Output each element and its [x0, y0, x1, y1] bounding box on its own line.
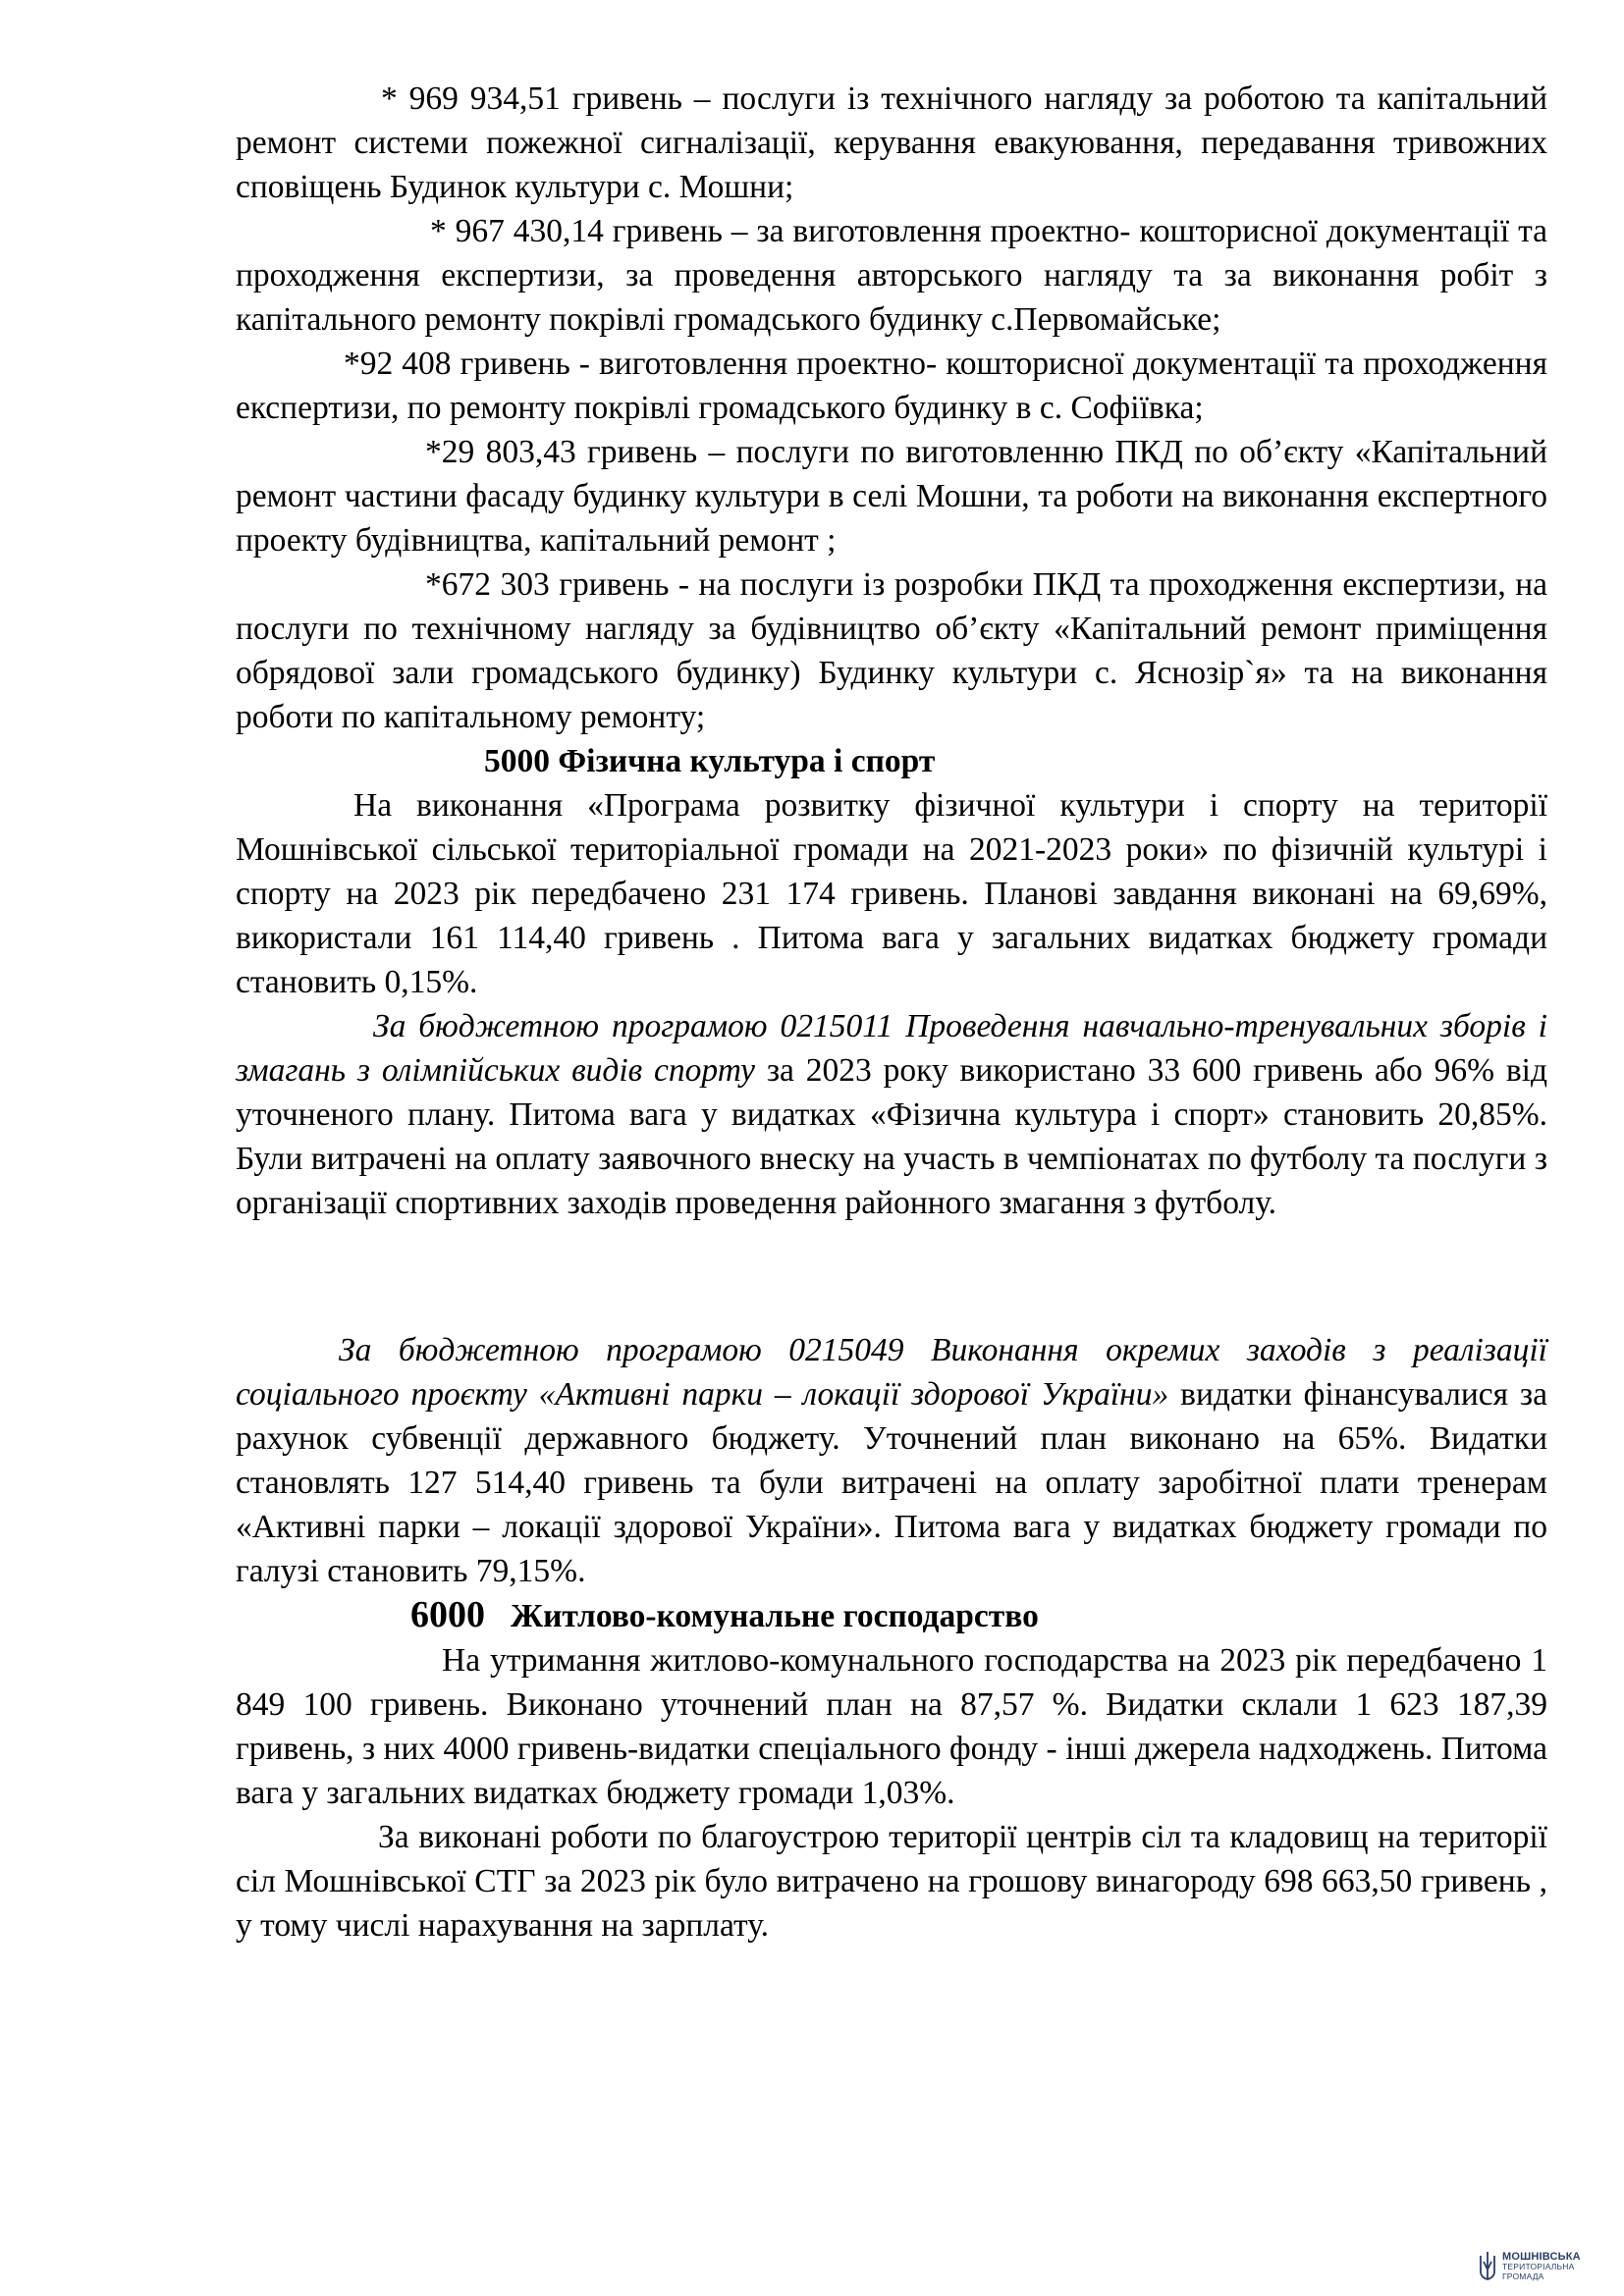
paragraph-sport-program: На виконання «Програма розвитку фізичної культури і спорту на території Мошнівської сільської територіальної громади на 2021-2023 роки» по фізичній культурі і спорту на 2023 рік передбачено 231 174 гривень. Планові завдання виконані на 69,69%, використали 161 114,40 гривень . Питома вага у загальних видатках бюджету громади становить 0,15%.	[236, 787, 1547, 1000]
paragraph-housing-budget: На утримання житлово-комунального господарства на 2023 рік передбачено 1 849 100 гривень. Виконано уточнений план на 87,57 %. Видатки склали 1 623 187,39 гривень, з них 4000 гривень-видатки спеціального фонду - інші джерела надходжень. Питома вага у загальних видатках бюджету громади 1,03%.	[236, 1642, 1547, 1811]
spacer	[236, 1225, 1547, 1328]
section-title: Житлово-комунальне господарство	[511, 1598, 1039, 1634]
community-logo	[1478, 2247, 1624, 2286]
paragraph-roof-sofiivka: *92 408 гривень - виготовлення проектно- кошторисної документації та проходження експертизи, по ремонту покрівлі громадського будинку в с. Софіївка;	[236, 346, 1547, 426]
logo-line-2: ТЕРИТОРІАЛЬНА	[1502, 2262, 1575, 2271]
section-number: 6000	[410, 1594, 485, 1635]
paragraph-yasnozirya: *672 303 гривень - на послуги із розробки ПКД та проходження експертизи, на послуги по технічному нагляду за будівництво об’єкту «Капітальний ремонт приміщення обрядової зали громадського будинку) Будинку культури с. Яснозір`я» та на виконання роботи по капітальному ремонту;	[236, 566, 1547, 735]
trident-emblem-icon	[1478, 2250, 1497, 2283]
logo-line-1: МОШНІВСЬКА	[1502, 2251, 1581, 2263]
program-0215049-title: За бюджетною програмою 0215049 Виконання окремих заходів з реалізації соціального проєкту «Активні парки – локації здорової України»	[236, 1332, 1547, 1413]
paragraph-fire-alarm: * 969 934,51 гривень – послуги із технічного нагляду за роботою та капітальний ремонт системи пожежної сигналізації, керування евакуювання, передавання тривожних сповіщень Будинок культури с. Мошни;	[236, 80, 1547, 205]
paragraph-landscaping: За виконані роботи по благоустрою території центрів сіл та кладовищ на території сіл Мошнівської СТГ за 2023 рік було витрачено на грошову винагороду 698 663,50 гривень , у тому числі нарахування на зарплату.	[236, 1819, 1547, 1944]
paragraph-roof-pervomaiske: * 967 430,14 гривень – за виготовлення проектно- кошторисної документації та проходження експертизи, за проведення авторського нагляду та за виконання робіт з капітального ремонту покрівлі громадського будинку с.Первомайське;	[236, 213, 1547, 338]
paragraph-program-0215049	[236, 1328, 1547, 1593]
program-0215011-text: за 2023 року використано 33 600 гривень або 96% від уточненого плану. Питома вага у видатках «Фізична культура і спорт» становить 20,85%. Були витрачені на оплату заявочного внеску на участь в чемпіонатах по футболу та послуги з організації спортивних заходів проведення районного змагання з футболу.	[236, 1052, 1548, 1221]
logo-line-3: ГРОМАДА	[1502, 2271, 1544, 2281]
section-heading-6000	[236, 1593, 1547, 1638]
section-heading-5000: 5000 Фізична культура і спорт	[484, 743, 936, 779]
paragraph-facade-moshny: *29 803,43 гривень – послуги по виготовленню ПКД по об’єкту «Капітальний ремонт частини фасаду будинку культури в селі Мошни, та роботи на виконання експертного проекту будівництва, капітальний ремонт ;	[236, 434, 1547, 559]
paragraph-program-0215011	[236, 1004, 1547, 1225]
program-0215049-text: видатки фінансувалися за рахунок субвенції державного бюджету. Уточнений план виконано на 65%. Видатки становлять 127 514,40 гривень та були витрачені на оплату заробітної плати тренерам «Активні парки – локації здорової України». Питома вага у видатках бюджету громади по галузі становить 79,15%.	[236, 1376, 1547, 1589]
program-0215011-title: За бюджетною програмою 0215011 Проведення навчально-тренувальних зборів і змагань з олімпійських видів спорту	[236, 1008, 1547, 1089]
logo-text	[1502, 2252, 1581, 2281]
document-body	[236, 77, 1547, 1948]
